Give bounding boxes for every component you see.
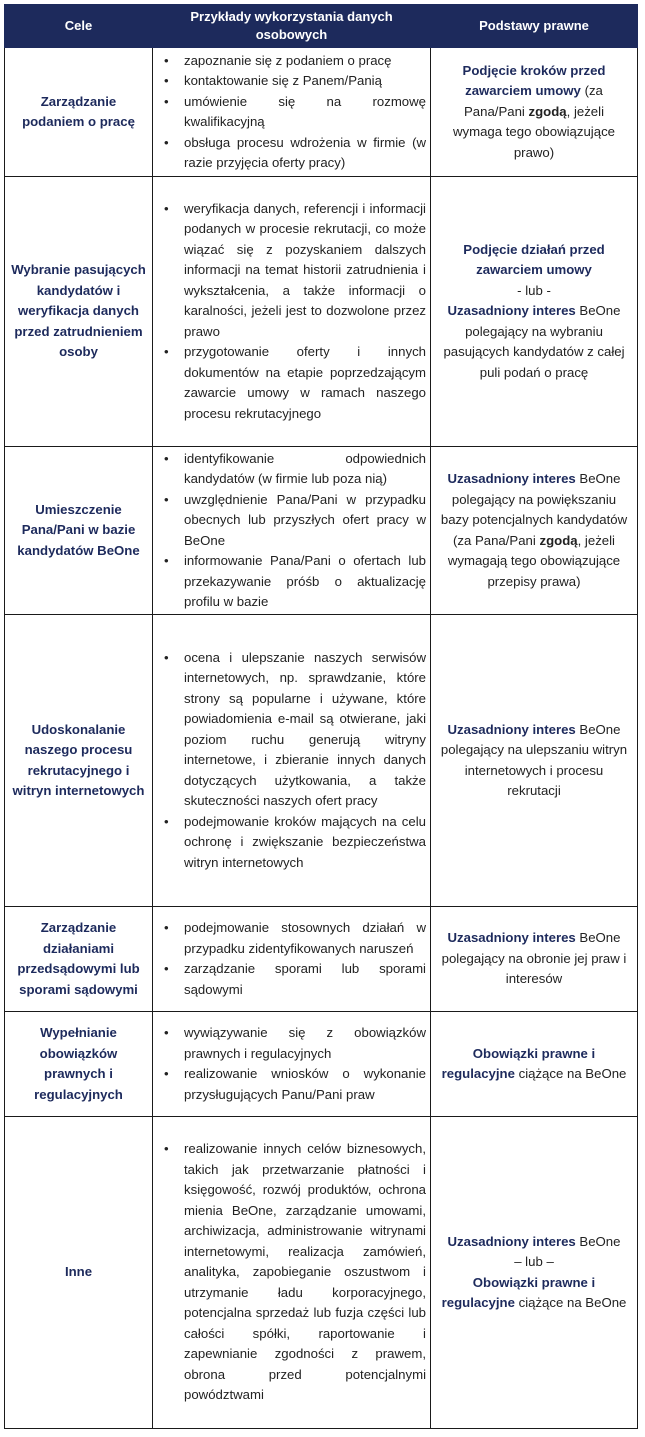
basis-consent-term: zgodą (528, 103, 567, 119)
example-item: • realizowanie innych celów biznesowych, takich jak przetwarzanie płatności i księgowość, rozwój produktów, ochrona mienia BeOne, zarządzanie umowami, archiwizacja, administrowanie witrynami internetowymi, realizacja zamówień, analityka, zapobieganie oszustwom i utrzymanie ładu korporacyjnego, potencjalna sprzedaż lub fuzja części lub całości spółki, raportowanie i zapewnianie zgodności z prawem, obrona przed potencjalnymi powództwami (153, 1139, 426, 1406)
examples-cell (153, 447, 431, 615)
basis-bold-term: Obowiązki prawne i regulacyjne (441, 1045, 596, 1081)
table-row (5, 177, 638, 447)
example-item: • podejmowanie stosownych działań w przypadku zidentyfikowanych naruszeń (153, 918, 426, 959)
example-item: • zapoznanie się z podaniem o pracę (153, 51, 426, 72)
example-item: • podejmowanie kroków mających na celu ochronę i zwiększanie bezpieczeństwa witryn internetowych (153, 812, 426, 874)
basis-separator: - lub - (517, 282, 551, 298)
table-row (5, 615, 638, 907)
example-item: • umówienie się na rozmowę kwalifikacyjną (153, 92, 426, 133)
basis-consent-term: zgodą (539, 532, 578, 548)
legal-basis-cell (431, 48, 638, 177)
basis-bold-term: Podjęcie kroków przed zawarciem umowy (462, 62, 606, 99)
basis-bold-term: Uzasadniony interes (447, 303, 576, 319)
example-item: • zarządzanie sporami lub sporami sądowymi (153, 959, 426, 1000)
legal-basis-cell (431, 615, 638, 907)
basis-bold-term: Uzasadniony interes (447, 471, 576, 486)
basis-bold-term: Obowiązki prawne i regulacyjne (441, 1274, 596, 1310)
legal-basis-cell (431, 177, 638, 447)
goal-cell: Udoskonalanie naszego procesu rekrutacyjnego i witryn internetowych (5, 615, 153, 907)
basis-text: ciążące na BeOne (514, 1066, 627, 1081)
legal-basis-table (4, 4, 638, 1429)
table-row (5, 48, 638, 177)
example-item: • kontaktowanie się z Panem/Panią (153, 71, 426, 92)
basis-bold-term: Uzasadniony interes (447, 930, 576, 946)
goal-cell: Wypełnianie obowiązków prawnych i regulacyjnych (5, 1012, 153, 1117)
examples-cell (153, 177, 431, 447)
examples-cell (153, 1117, 431, 1429)
goal-cell: Zarządzanie podaniem o pracę (5, 48, 153, 177)
goal-cell: Umieszczenie Pana/Pani w bazie kandydatów BeOne (5, 447, 153, 615)
example-item: • obsługa procesu wdrożenia w firmie (w razie przyjęcia oferty pracy) (153, 133, 426, 174)
basis-text: BeOne polegający na powiększaniu bazy potencjalnych kandydatów (za Pana/Pani (440, 471, 628, 548)
basis-bold-term: Uzasadniony interes (447, 721, 576, 737)
table-row (5, 1117, 638, 1429)
goal-cell: Inne (5, 1117, 153, 1429)
table-row (5, 1012, 638, 1117)
example-item: • weryfikacja danych, referencji i informacji podanych w procesie rekrutacji, co może wiązać się z pozyskaniem dalszych informacji na temat historii zatrudnienia i wykształcenia, a także informacji o karalności, jeżeli jest to dozwolone przez prawo (153, 199, 426, 343)
examples-cell (153, 907, 431, 1012)
header-goals: Cele (5, 5, 153, 48)
basis-text: BeOne polegający na ulepszaniu witryn internetowych i procesu rekrutacji (440, 721, 628, 798)
example-item: • przygotowanie oferty i innych dokumentów na etapie poprzedzającym zawarcie umowy w ramach naszego procesu rekrutacyjnego (153, 342, 426, 424)
basis-text: , jeżeli wymagają tego obowiązujące przepisy prawa) (447, 532, 621, 589)
examples-cell (153, 1012, 431, 1117)
basis-text: BeOne (575, 1233, 621, 1249)
basis-bold-term: Podjęcie działań przed zawarciem umowy (463, 241, 605, 278)
examples-cell (153, 615, 431, 907)
basis-separator: – lub – (514, 1254, 554, 1269)
example-item: • identyfikowanie odpowiednich kandydatów (w firmie lub poza nią) (153, 449, 426, 490)
example-item: • uwzględnienie Pana/Pani w przypadku obecnych lub przyszłych ofert pracy w BeOne (153, 490, 426, 552)
example-item: • informowanie Pana/Pani o ofertach lub przekazywanie próśb o aktualizację profilu w bazie (153, 551, 426, 613)
table-row (5, 447, 638, 615)
example-item: • wywiązywanie się z obowiązków prawnych i regulacyjnych (153, 1023, 426, 1064)
header-examples: Przykłady wykorzystania danych osobowych (153, 5, 431, 48)
goal-cell: Wybranie pasujących kandydatów i weryfikacja danych przed zatrudnieniem osoby (5, 177, 153, 447)
basis-text: ciążące na BeOne (514, 1295, 627, 1310)
basis-text: BeOne polegający na wybraniu pasujących kandydatów z całej puli podań o pracę (443, 303, 625, 380)
example-item: • realizowanie wniosków o wykonanie przysługujących Panu/Pani praw (153, 1064, 426, 1105)
basis-text: (za Pana/Pani (463, 83, 603, 119)
basis-text: BeOne polegający na obronie jej praw i interesów (441, 930, 627, 987)
basis-text: , jeżeli wymaga tego obowiązujące prawo) (452, 103, 615, 160)
legal-basis-cell (431, 447, 638, 615)
table-row (5, 907, 638, 1012)
goal-cell: Zarządzanie działaniami przedsądowymi lub sporami sądowymi (5, 907, 153, 1012)
examples-cell (153, 48, 431, 177)
header-row (5, 5, 638, 48)
header-legal-basis: Podstawy prawne (431, 5, 638, 48)
legal-basis-cell (431, 1012, 638, 1117)
legal-basis-cell (431, 907, 638, 1012)
example-item: • ocena i ulepszanie naszych serwisów internetowych, np. sprawdzanie, które strony są popularne i używane, które powiadomienia e-mail są otwierane, jaki poziom ruchu generują witryny internetowe, i zbieranie innych danych dotyczących użytkowania, a także skuteczności naszych ofert pracy (153, 648, 426, 812)
legal-basis-cell (431, 1117, 638, 1429)
basis-bold-term: Uzasadniony interes (447, 1233, 576, 1249)
